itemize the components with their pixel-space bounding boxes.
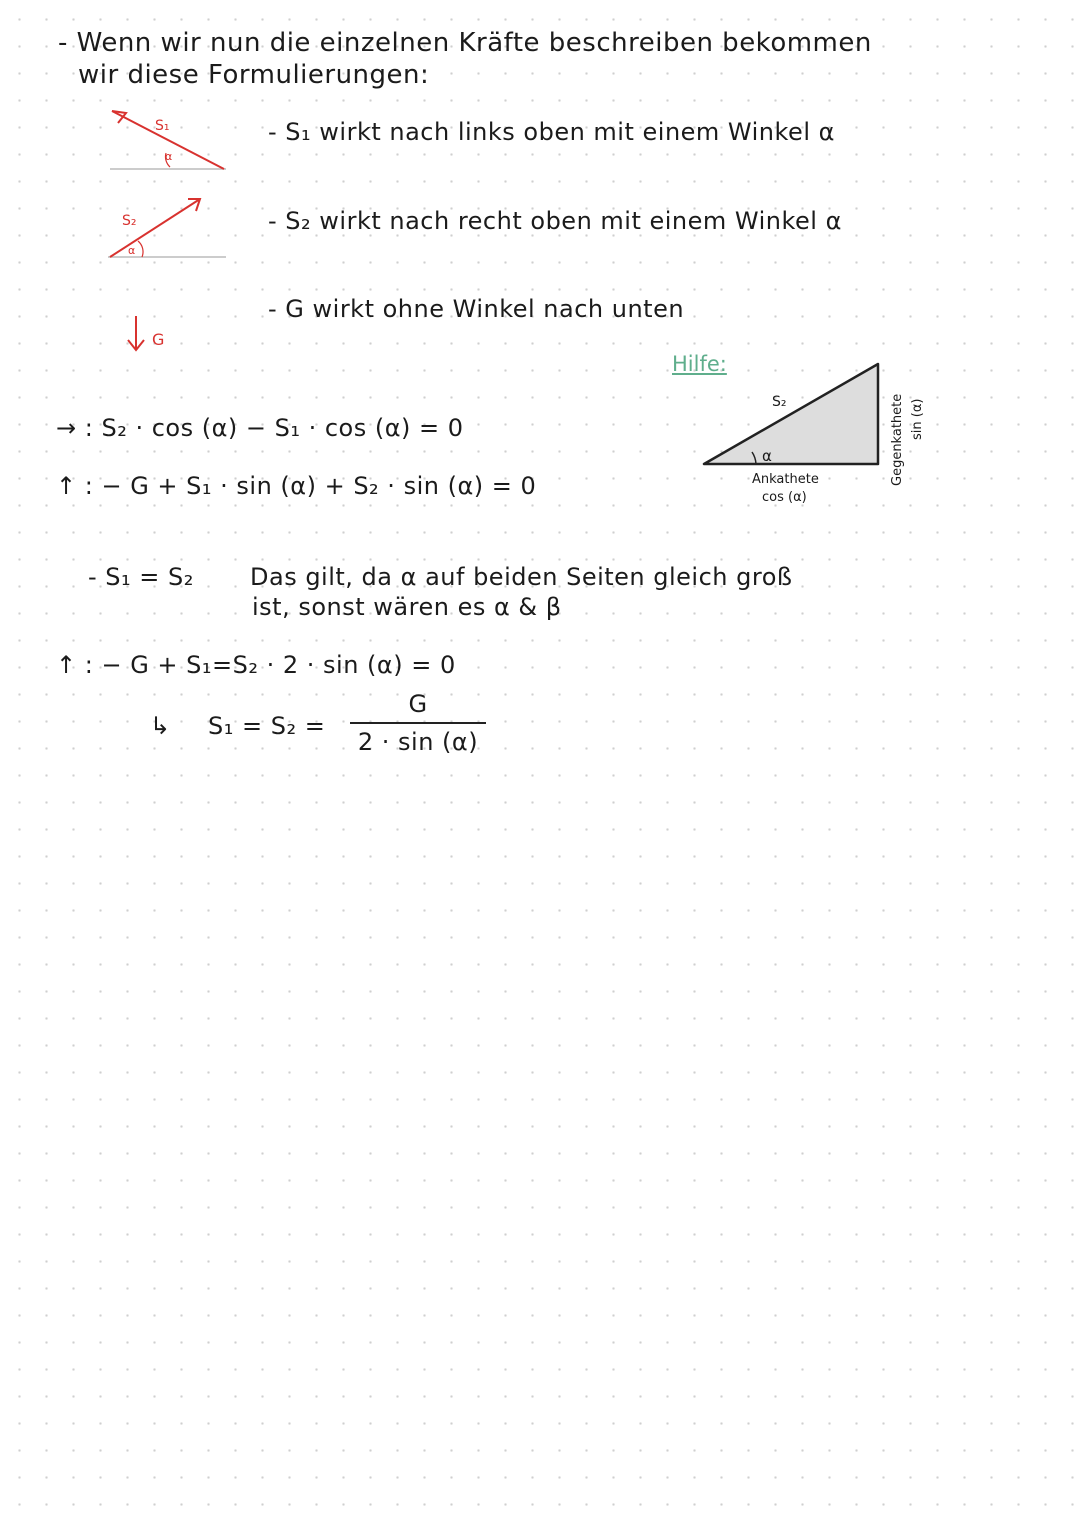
equality-statement: - S₁ = S₂ [88, 563, 194, 591]
equality-reason-line-1: Das gilt, da α auf beiden Seiten gleich groß [250, 563, 793, 591]
help-adjacent: Ankathete [752, 472, 819, 487]
force-g-arrow [124, 312, 154, 356]
force-s1-label: S₁ [155, 118, 170, 134]
help-opposite-fn: sin (α) [910, 398, 925, 440]
equation-horizontal: → : S₂ · cos (α) − S₁ · cos (α) = 0 [56, 414, 464, 442]
force-s2-label: S₂ [122, 213, 137, 229]
help-hyp-label: S₂ [772, 394, 787, 410]
help-adjacent-fn: cos (α) [762, 490, 807, 505]
fraction-bar [350, 722, 486, 724]
result-arrow: ↳ [150, 712, 171, 740]
force-s2-text: - S₂ wirkt nach recht oben mit einem Winkel α [268, 207, 842, 235]
force-s1-angle: α [165, 150, 173, 163]
intro-line-2: wir diese Formulierungen: [78, 60, 430, 90]
help-title: Hilfe: [672, 352, 727, 376]
equality-reason-line-2: ist, sonst wären es α & β [252, 593, 562, 621]
equation-vertical: ↑ : − G + S₁ · sin (α) + S₂ · sin (α) = 0 [56, 472, 537, 500]
result-lhs: S₁ = S₂ = [208, 712, 326, 740]
result-fraction [350, 690, 486, 756]
force-g-text: - G wirkt ohne Winkel nach unten [268, 295, 685, 323]
result-denominator: 2 · sin (α) [357, 728, 479, 756]
intro-line-1: - Wenn wir nun die einzelnen Kräfte beschreiben bekommen [58, 28, 872, 58]
help-opposite: Gegenkathete [890, 393, 905, 486]
force-g-label: G [152, 330, 165, 349]
help-triangle [700, 358, 890, 468]
force-s1-sketch [104, 105, 234, 175]
help-angle-label: α [762, 447, 772, 465]
equation-combined: ↑ : − G + S₁=S₂ · 2 · sin (α) = 0 [56, 651, 456, 679]
force-s2-angle: α [128, 244, 136, 257]
force-s1-text: - S₁ wirkt nach links oben mit einem Winkel α [268, 118, 835, 146]
result-numerator: G [408, 690, 428, 718]
